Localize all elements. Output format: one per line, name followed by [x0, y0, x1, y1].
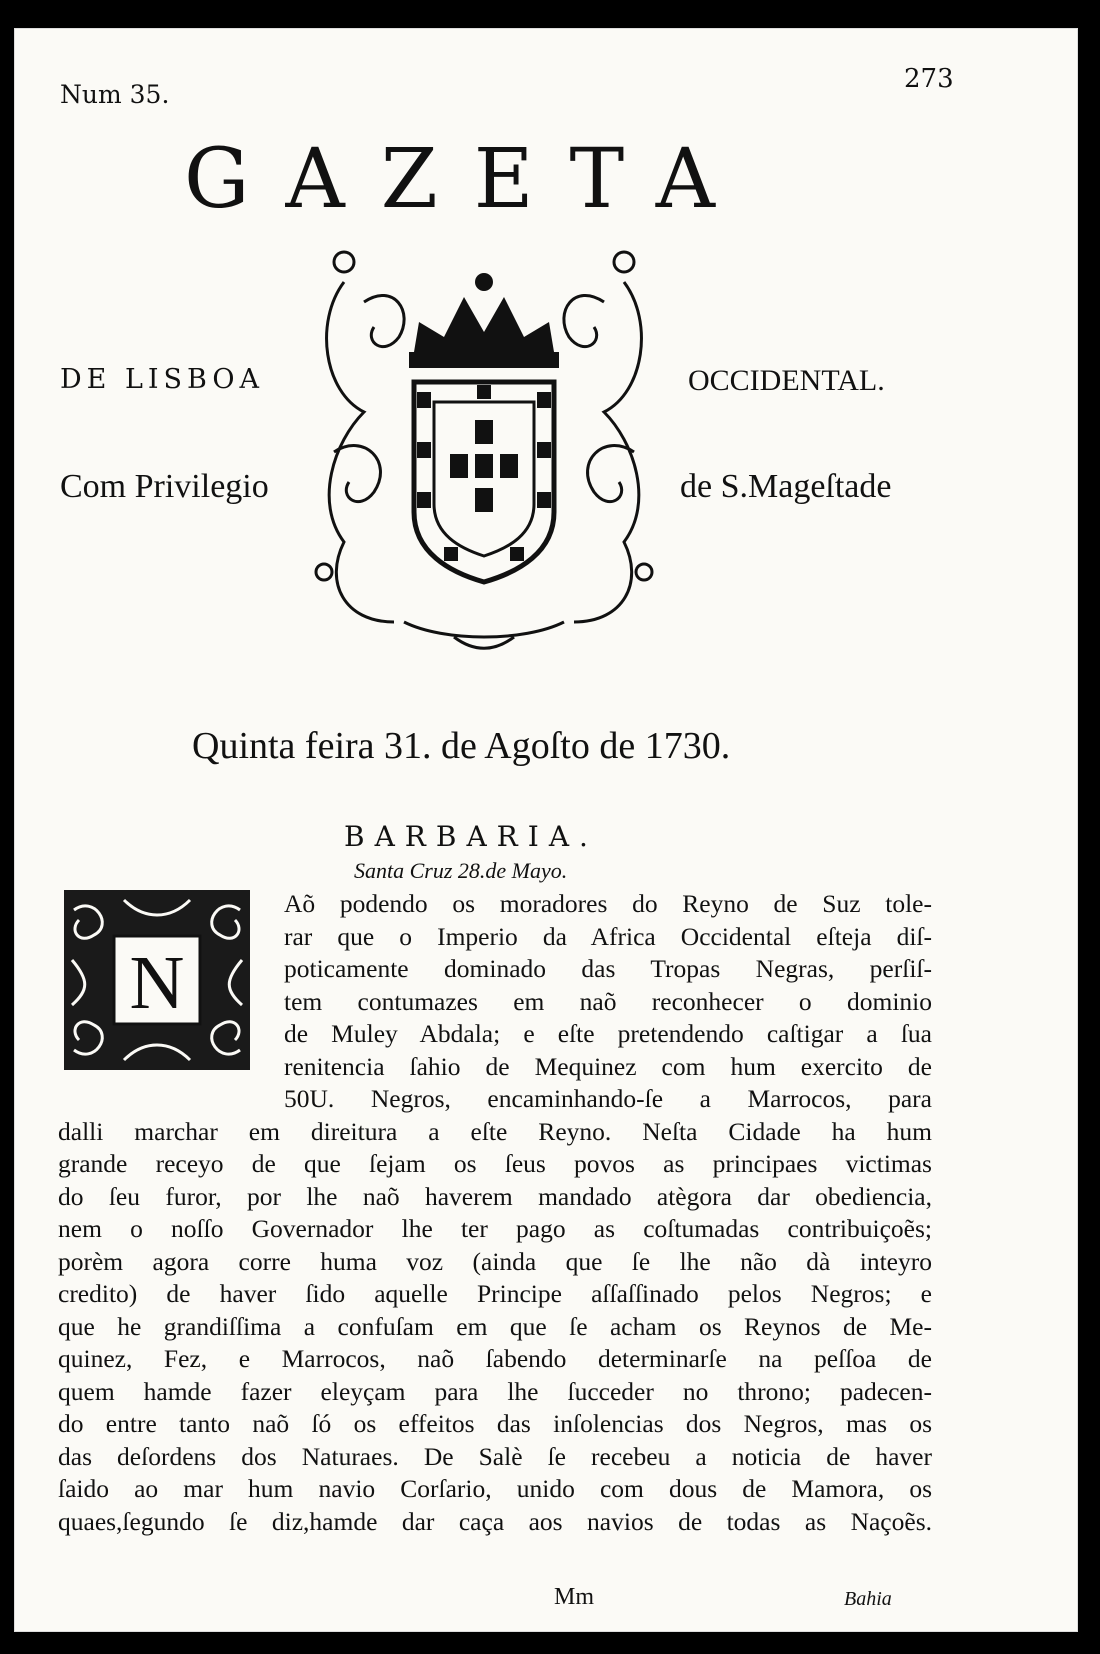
issue-date: Quinta feira 31. de Agoſto de 1730. — [192, 725, 731, 767]
issue-number: Num 35. — [60, 80, 170, 109]
gazette-page — [14, 28, 1078, 1632]
article-line: dalli marchar em direitura a eſte Reyno. Neſta Cidade ha hum — [58, 1116, 932, 1146]
masthead-title: GAZETA — [184, 132, 751, 227]
page-number: 273 — [904, 64, 954, 94]
article-line: rar que o Imperio da Africa Occidental eſteja diſ- — [284, 921, 932, 951]
place-date: Santa Cruz 28.de Mayo. — [354, 858, 568, 883]
royal-coat-of-arms-icon — [304, 242, 664, 656]
masthead-right-line2: de S.Mageſtade — [680, 468, 892, 505]
article-line: de Muley Abdala; e eſte pretendendo caſtigar a ſua — [284, 1019, 932, 1048]
article-line: poticamente dominado das Tropas Negras, perſiſ- — [284, 954, 932, 983]
article-line: renitencia ſahio de Mequinez com hum exercito de — [284, 1051, 932, 1081]
article-line: do entre tanto naõ ſó os effeitos das inſolencias dos Negros, mas os — [58, 1409, 932, 1438]
article-line: das deſordens dos Naturaes. De Salè ſe recebeu a noticia de haver — [58, 1441, 932, 1471]
article-line: do ſeu furor, por lhe naõ haverem mandado atègora dar obediencia, — [58, 1181, 932, 1211]
signature-mark: Mm — [554, 1584, 595, 1610]
article-line: nem o noſſo Governador lhe ter pago as coſtumadas contribuiçoẽs; — [58, 1214, 932, 1243]
masthead-left-line2: Com Privilegio — [60, 468, 269, 505]
article-line: 50U. Negros, encaminhando-ſe a Marrocos, para — [284, 1084, 932, 1113]
article-line: grande receyo de que ſejam os ſeus povos as principaes victimas — [58, 1149, 932, 1178]
section-heading: BARBARIA. — [344, 820, 598, 853]
article-line: quem hamde fazer eleyçam para lhe ſucceder no throno; padecen- — [58, 1376, 932, 1406]
article-line: credito) de haver ſido aquelle Principe aſſaſſinado pelos Negros; e — [58, 1279, 932, 1308]
masthead-left-line1: DE LISBOA — [60, 364, 265, 395]
catchword: Bahia — [844, 1588, 892, 1610]
initial-letter: N — [129, 941, 185, 1025]
article-line: ſaido ao mar hum navio Corſario, unido com dous de Mamora, os — [58, 1474, 932, 1503]
article-line: que he grandiſſima a confuſam em que ſe acham os Reynos de Me- — [58, 1311, 932, 1341]
article-line: porèm agora corre huma voz (ainda que ſe lhe não dà inteyro — [58, 1246, 932, 1276]
article-line: Aõ podendo os moradores do Reyno de Suz tole- — [284, 889, 932, 918]
article-line: quinez, Fez, e Marrocos, naõ ſabendo determinarſe na peſſoa de — [58, 1344, 932, 1373]
masthead-right-line1: OCCIDENTAL. — [688, 364, 885, 397]
article-body — [58, 888, 932, 1538]
article-line: quaes,ſegundo ſe diz,hamde dar caça aos navios de todas as Naçoẽs. — [58, 1506, 932, 1536]
article-line: tem contumazes em naõ reconhecer o dominio — [284, 986, 932, 1016]
